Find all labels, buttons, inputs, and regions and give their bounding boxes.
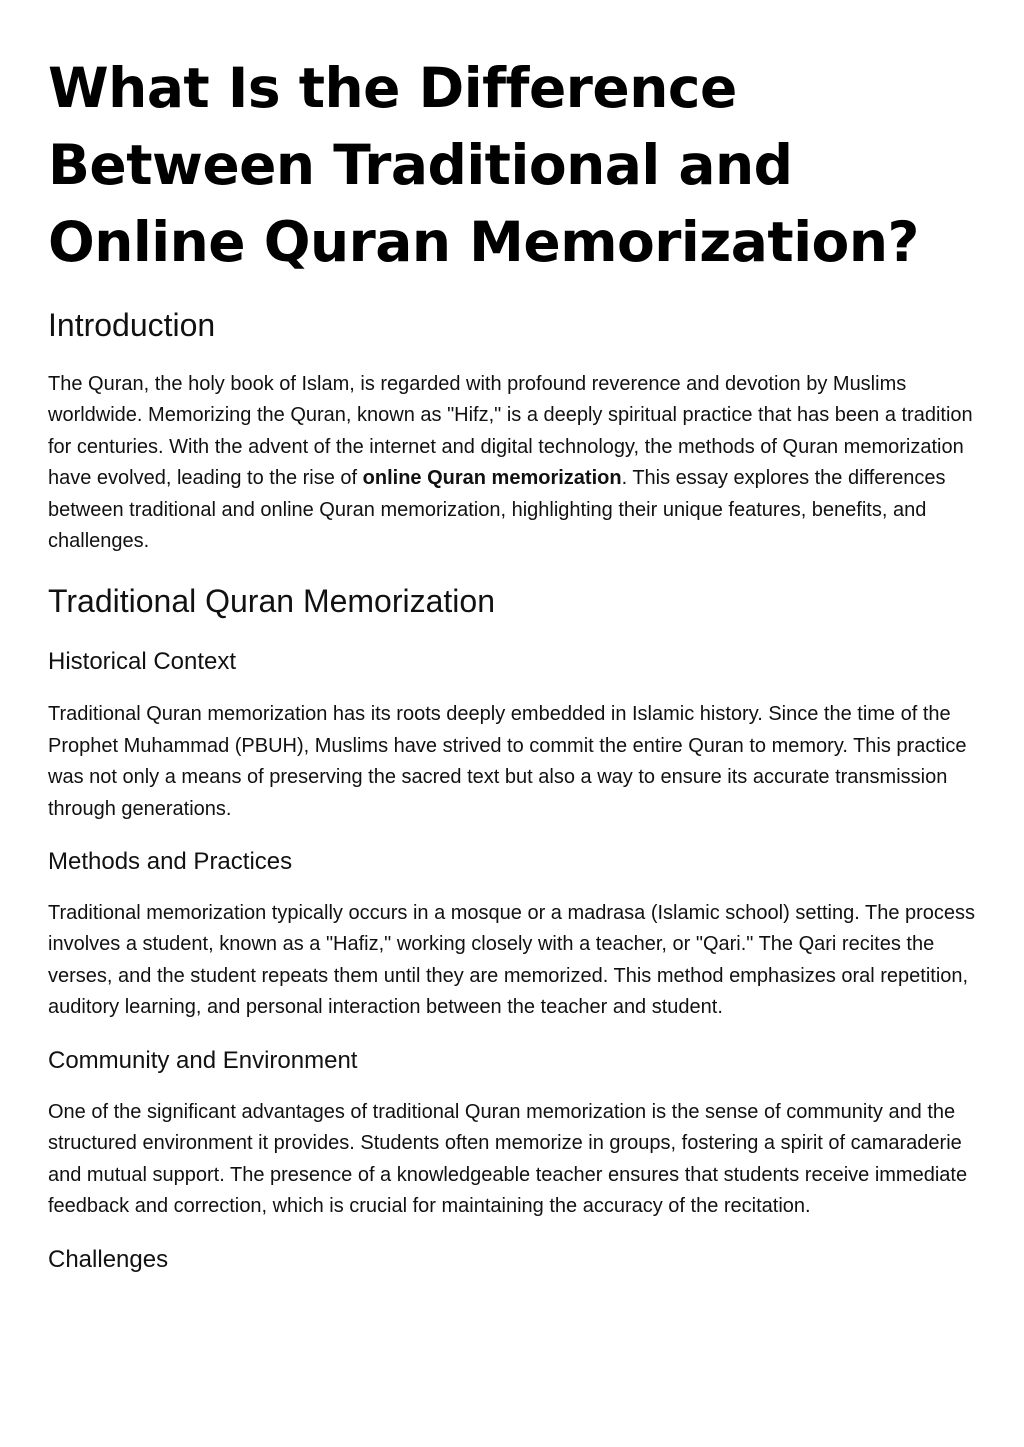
online-quran-memorization-bold: online Quran memorization — [362, 467, 622, 490]
document-page — [48, 50, 978, 1275]
introduction-text-start: The Quran, the holy book of Islam, is regarded with profound reverence and devotion by Muslims worldwide. Memorizing the Quran, known as "Hifz," is a deeply spiritual practice that has been a tradition for centuries. With the advent of the internet and digital technology, the methods of Quran memorization have evolved, leading to the rise of — [48, 373, 973, 490]
subheading-historical-context: Historical Context — [48, 648, 237, 676]
section-heading-introduction: Introduction — [48, 307, 216, 343]
section-heading-traditional: Traditional Quran Memorization — [48, 583, 495, 620]
introduction-text-end: . This essay explores the differences between traditional and online Quran memorization, highlighting their unique features, benefits, and challenges. — [48, 467, 946, 553]
historical-context-paragraph: Traditional Quran memorization has its roots deeply embedded in Islamic history. Since the time of the Prophet Muhammad (PBUH), Muslims have strived to commit the entire Quran to memory. This practice was not only a means of preserving the sacred text but also a way to ensure its accurate transmission through generations. — [48, 703, 967, 820]
methods-practices-paragraph: Traditional memorization typically occurs in a mosque or a madrasa (Islamic school) setting. The process involves a student, known as a "Hafiz," working closely with a teacher, or "Qari." The Qari recites the verses, and the student repeats them until they are memorized. This method emphasizes oral repetition, auditory learning, and personal interaction between the teacher and student. — [48, 902, 976, 1019]
page-title: What Is the Difference Between Traditional and Online Quran Memorization? — [48, 56, 919, 274]
introduction-paragraph — [48, 369, 978, 557]
subheading-community-environment: Community and Environment — [48, 1046, 358, 1074]
subheading-challenges: Challenges — [48, 1246, 169, 1274]
subheading-methods-practices: Methods and Practices — [48, 848, 293, 876]
community-environment-paragraph: One of the significant advantages of traditional Quran memorization is the sense of community and the structured environment it provides. Students often memorize in groups, fostering a spirit of camaraderie and mutual support. The presence of a knowledgeable teacher ensures that students receive immediate feedback and correction, which is crucial for maintaining the accuracy of the recitation. — [48, 1100, 968, 1217]
